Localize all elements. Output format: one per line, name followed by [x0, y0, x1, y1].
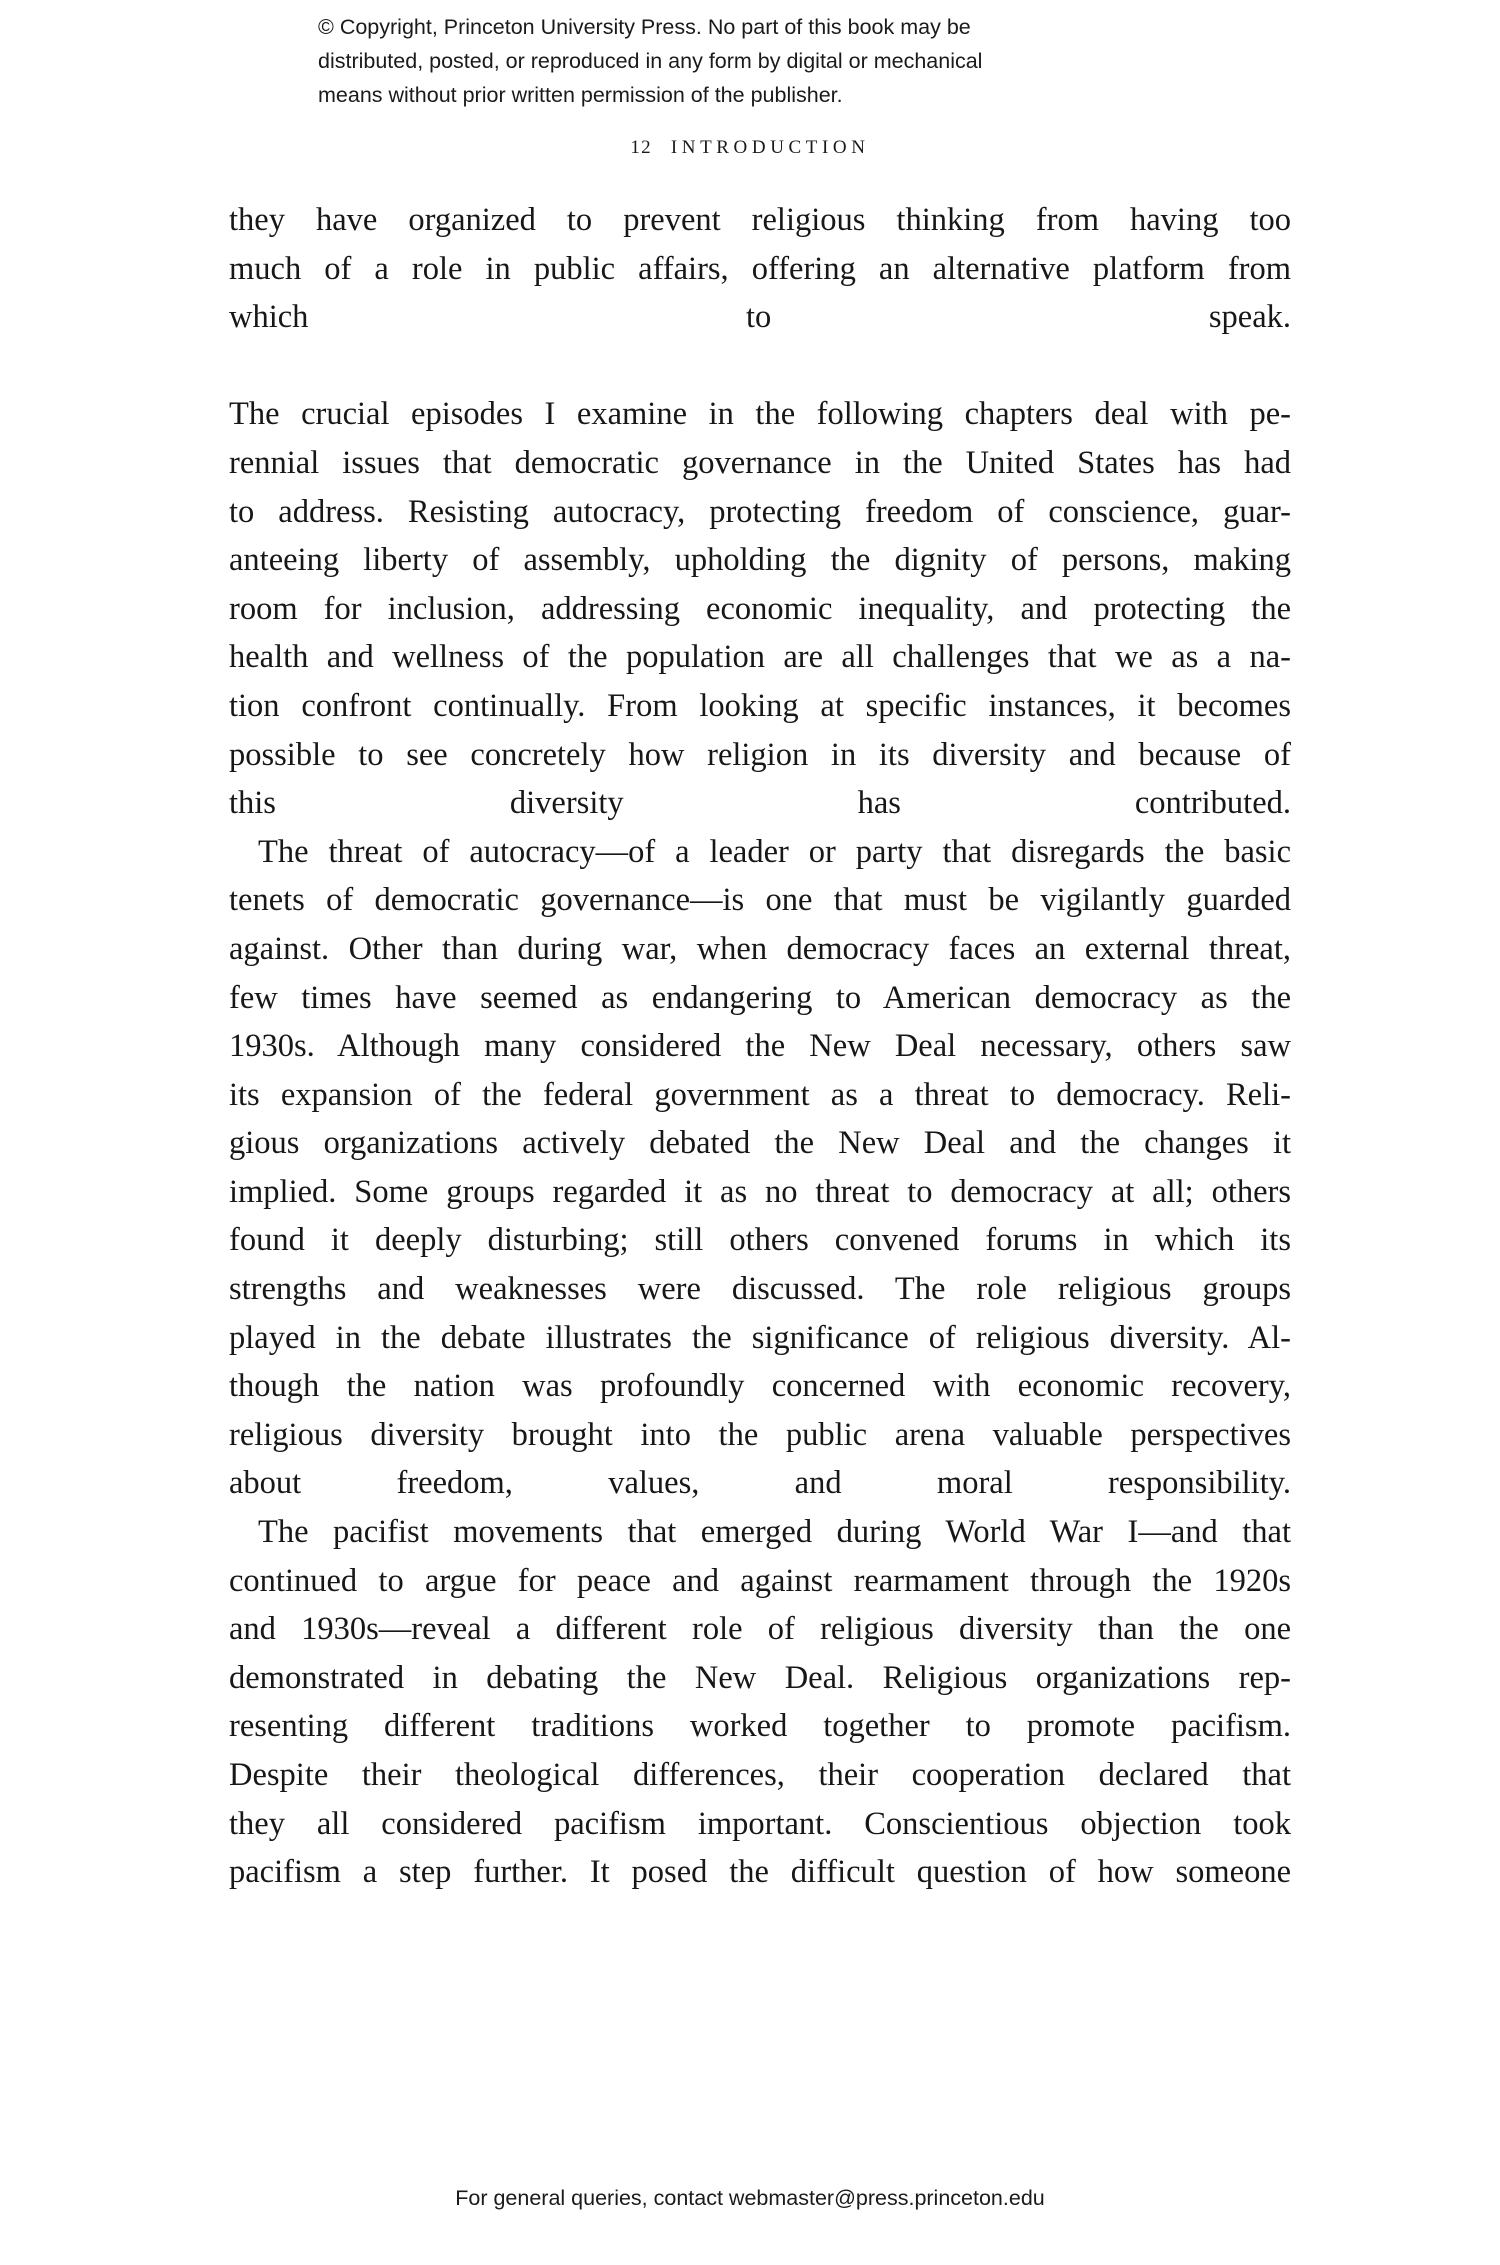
text-line — [229, 1702, 1291, 1751]
text-line — [229, 245, 1291, 294]
text-line-content: The threat of autocracy—of a leader or party that disregards the basic — [258, 833, 1291, 870]
body-text — [229, 196, 1291, 1897]
text-line-content: Despite their theological differences, their cooperation declared that — [229, 1757, 1291, 1793]
text-line — [229, 1508, 1291, 1557]
text-line-content: religious diversity brought into the public arena valuable perspectives — [229, 1416, 1291, 1453]
paragraph — [229, 390, 1291, 827]
copyright-line: © Copyright, Princeton University Press. No part of this book may be — [318, 15, 971, 39]
paragraph — [229, 1508, 1291, 1897]
text-line-content: to address. Resisting autocracy, protecting freedom of conscience, guar- — [229, 493, 1291, 530]
text-line-content: its expansion of the federal government as a threat to democracy. Reli- — [229, 1076, 1291, 1113]
text-line-content: resenting different traditions worked together to promote pacifism. — [229, 1708, 1291, 1745]
text-line — [229, 876, 1291, 925]
text-line-content: found it deeply disturbing; still others convened forums in which its — [229, 1222, 1291, 1259]
text-line-content: though the nation was profoundly concerned with economic recovery, — [229, 1368, 1291, 1405]
text-line — [229, 293, 1291, 342]
running-head-spacer — [652, 137, 671, 158]
text-line — [229, 439, 1291, 488]
text-line-content: and 1930s—reveal a different role of religious diversity than the one — [229, 1611, 1291, 1648]
text-line-content: demonstrated in debating the New Deal. Religious organizations rep- — [229, 1659, 1291, 1696]
text-line — [229, 1119, 1291, 1168]
text-line-content: played in the debate illustrates the significance of religious diversity. Al- — [229, 1319, 1291, 1356]
text-line-content: strengths and weaknesses were discussed. The role religious groups — [229, 1271, 1291, 1308]
text-line-content: The crucial episodes I examine in the following chapters deal with pe- — [229, 396, 1291, 433]
text-line-content: health and wellness of the population are all challenges that we as a na- — [229, 639, 1291, 676]
text-line-content: tion confront continually. From looking at specific instances, it becomes — [229, 687, 1291, 724]
text-line-content: anteeing liberty of assembly, upholding the dignity of persons, making — [229, 542, 1291, 579]
text-line-content: about freedom, values, and moral responsibility. — [229, 1465, 1291, 1502]
text-line-content: this diversity has contributed. — [229, 785, 1291, 822]
text-line — [229, 1557, 1291, 1606]
text-line — [229, 1022, 1291, 1071]
text-line-content: pacifism a step further. It posed the difficult question of how someone — [229, 1854, 1291, 1891]
text-line-content: continued to argue for peace and against rearmament through the 1920s — [229, 1562, 1291, 1599]
text-line — [229, 925, 1291, 974]
text-line — [229, 585, 1291, 634]
text-line — [229, 1265, 1291, 1314]
text-line-content: tenets of democratic governance—is one that must be vigilantly guarded — [229, 882, 1291, 919]
text-line — [229, 1751, 1291, 1800]
paragraph-gap — [229, 342, 1291, 391]
text-line — [229, 1800, 1291, 1849]
text-line — [229, 390, 1291, 439]
text-line — [229, 1314, 1291, 1363]
text-line — [229, 488, 1291, 537]
text-line-content: they all considered pacifism important. Conscientious objection took — [229, 1805, 1291, 1842]
text-line-content: room for inclusion, addressing economic inequality, and protecting the — [229, 590, 1291, 627]
chapter-title: INTRODUCTION — [670, 137, 870, 158]
paragraph — [229, 196, 1291, 342]
text-line — [229, 536, 1291, 585]
paragraph — [229, 828, 1291, 1508]
text-line-content: rennial issues that democratic governance in the United States has had — [229, 444, 1291, 481]
text-line — [229, 974, 1291, 1023]
text-line — [229, 1216, 1291, 1265]
text-line — [229, 1362, 1291, 1411]
text-line — [229, 828, 1291, 877]
text-line — [229, 731, 1291, 780]
text-line-content: 1930s. Although many considered the New Deal necessary, others saw — [229, 1028, 1291, 1065]
text-line-content: they have organized to prevent religious thinking from having too — [229, 202, 1291, 238]
text-line-content: gious organizations actively debated the New Deal and the changes it — [229, 1125, 1291, 1162]
text-line-content: The pacifist movements that emerged during World War I—and that — [258, 1514, 1291, 1551]
text-line — [229, 1848, 1291, 1897]
text-line — [229, 196, 1291, 245]
text-line-content: implied. Some groups regarded it as no threat to democracy at all; others — [229, 1173, 1291, 1210]
text-line — [229, 1411, 1291, 1460]
footer-notice: For general queries, contact webmaster@press.princeton.edu — [455, 2186, 1045, 2210]
text-line — [229, 1168, 1291, 1217]
running-head — [0, 137, 1500, 159]
text-line — [229, 1605, 1291, 1654]
page-number: 12 — [630, 137, 652, 158]
text-line-content: few times have seemed as endangering to American democracy as the — [229, 979, 1291, 1016]
text-line — [229, 779, 1291, 828]
text-line-content: against. Other than during war, when democracy faces an external threat, — [229, 930, 1291, 967]
text-line — [229, 1459, 1291, 1508]
text-line-content: much of a role in public affairs, offering an alternative platform from — [229, 250, 1291, 287]
text-line — [229, 1071, 1291, 1120]
copyright-line: distributed, posted, or reproduced in any form by digital or mechanical — [318, 49, 983, 73]
copyright-notice — [318, 10, 1178, 112]
text-line-content: possible to see concretely how religion in its diversity and because of — [229, 736, 1291, 773]
text-line — [229, 633, 1291, 682]
text-line-content: which to speak. — [229, 299, 1291, 336]
text-line — [229, 682, 1291, 731]
copyright-line: means without prior written permission of the publisher. — [318, 83, 843, 107]
text-line — [229, 1654, 1291, 1703]
